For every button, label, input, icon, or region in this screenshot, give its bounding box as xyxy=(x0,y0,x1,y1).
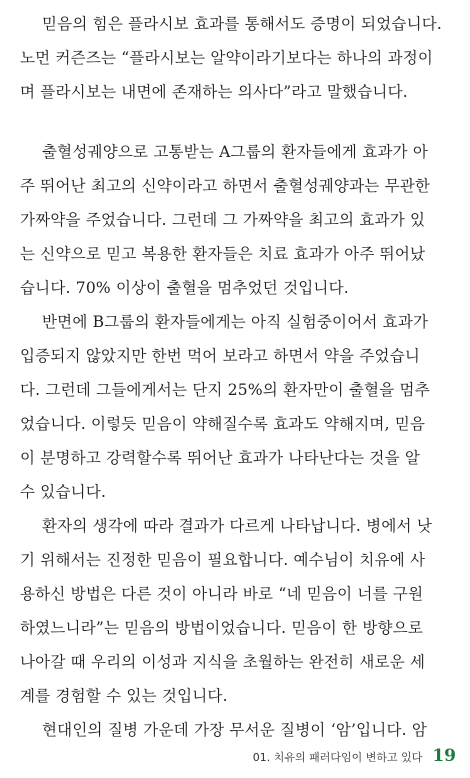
body-text-line: 나아갈 때 우리의 이성과 지식을 초월하는 완전히 새로운 세 xyxy=(20,653,426,671)
page-footer xyxy=(253,746,456,766)
body-text-line: 용하신 방법은 다른 것이 아니라 바로 “네 믿음이 너를 구원 xyxy=(20,585,424,603)
body-text-line: 었습니다. 이렇듯 믿음이 약해질수록 효과도 약해지며, 믿음 xyxy=(20,415,426,433)
body-text-line: 입증되지 않았지만 한번 먹어 보라고 하면서 약을 주었습니 xyxy=(20,347,421,365)
body-text-line: 현대인의 질병 가운데 가장 무서운 질병이 ‘암’입니다. 암 xyxy=(42,721,428,739)
body-text-line: 하였느니라”는 믿음의 방법이었습니다. 믿음이 한 방향으로 xyxy=(20,619,424,637)
body-text-line: 습니다. 70% 이상이 출혈을 멈추었던 것입니다. xyxy=(20,279,349,297)
body-text-line: 는 신약으로 믿고 복용한 환자들은 치료 효과가 아주 뛰어났 xyxy=(20,245,426,263)
body-text-line: 다. 그런데 그들에게서는 단지 25%의 환자만이 출혈을 멈추 xyxy=(20,381,430,399)
body-text-line: 믿음의 힘은 플라시보 효과를 통해서도 증명이 되었습니다. xyxy=(42,15,443,33)
body-text-line: 계를 경험할 수 있는 것입니다. xyxy=(20,687,228,705)
body-text-line: 이 분명하고 강력할수록 뛰어난 효과가 나타난다는 것을 알 xyxy=(20,449,421,467)
body-text-line: 출혈성궤양으로 고통받는 A그룹의 환자들에게 효과가 아 xyxy=(42,143,429,161)
body-text-line: 기 위해서는 진정한 믿음이 필요합니다. 예수님이 치유에 사 xyxy=(20,551,426,569)
body-text-line: 가짜약을 주었습니다. 그런데 그 가짜약을 최고의 효과가 있 xyxy=(20,211,426,229)
body-text-line: 환자의 생각에 따라 결과가 다르게 나타납니다. 병에서 낫 xyxy=(42,517,432,535)
body-text-line: 반면에 B그룹의 환자들에게는 아직 실험중이어서 효과가 xyxy=(42,313,429,331)
running-head: 01. 치유의 패러다임이 변하고 있다 xyxy=(252,751,423,764)
page-number: 19 xyxy=(432,746,456,766)
body-text-line: 노먼 커즌즈는 “플라시보는 알약이라기보다는 하나의 과정이 xyxy=(20,49,434,67)
body-text-line: 주 뛰어난 최고의 신약이라고 하면서 출혈성궤양과는 무관한 xyxy=(20,177,431,195)
body-text-line: 수 있습니다. xyxy=(20,483,107,501)
body-text-line: 며 플라시보는 내면에 존재하는 의사다”라고 말했습니다. xyxy=(20,83,408,101)
